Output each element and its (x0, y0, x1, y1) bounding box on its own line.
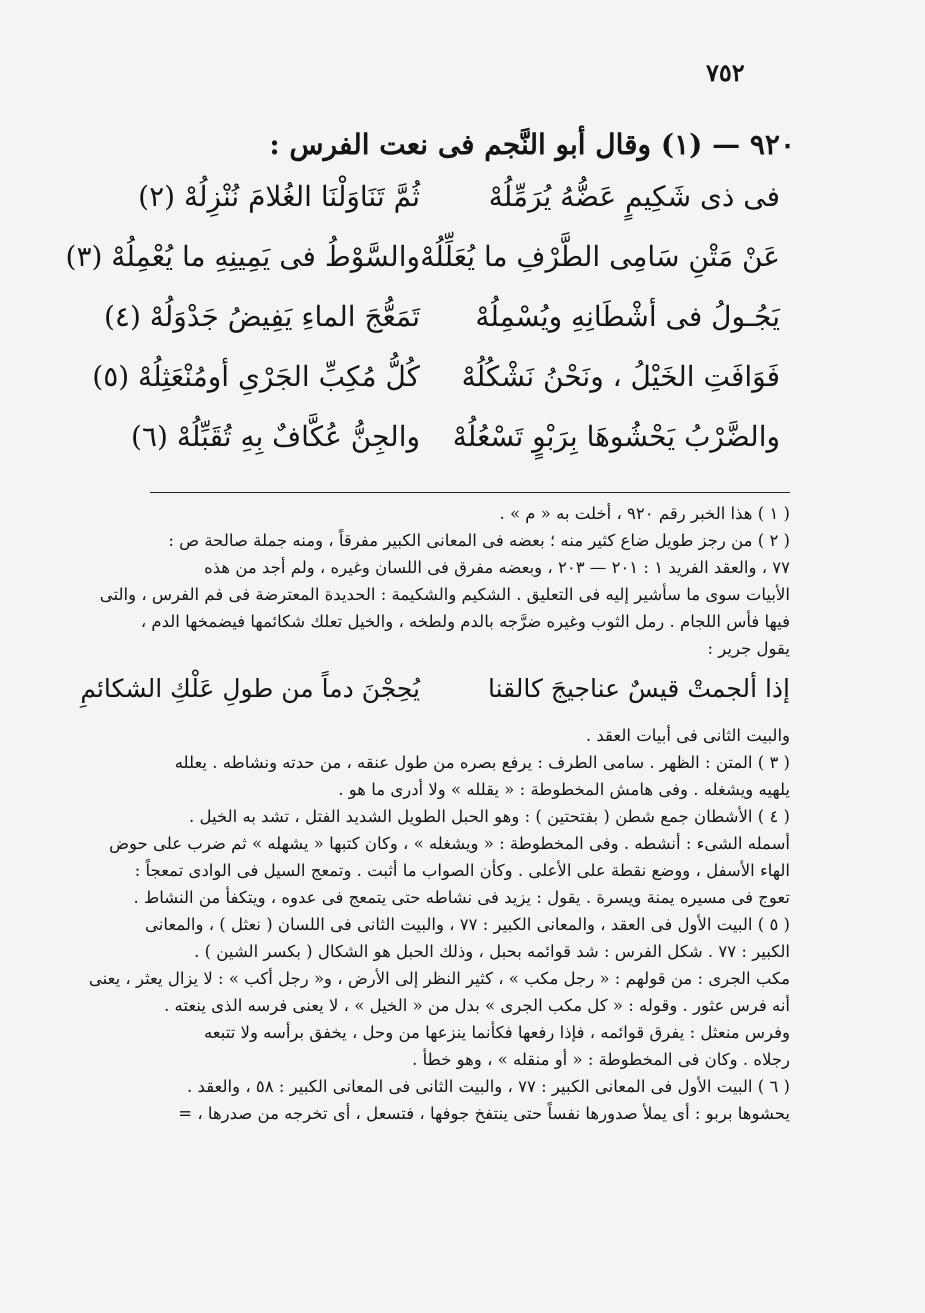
footnote-line: يحشوها بربو : أى يملأ صدورها نفساً حتى ينتفخ جوفها ، فتسعل ، أى تخرجه من صدرها ، = (178, 1104, 790, 1123)
verse-second-hemistich: تَمَعُّجَ الماءِ يَفِيضُ جَدْوَلُهْ (٤) (103, 300, 420, 333)
verse-second-hemistich: والسَّوْطُ فى يَمِينِهِ ما يُعْمِلُهْ (٣) (65, 240, 420, 273)
footnote-line: ( ٤ ) الأشطان جمع شطن ( بفتحتين ) : وهو الحبل الطويل الشديد الفتل ، تشد به الخيل . (189, 807, 790, 826)
footnote-line: رجلاه . وكان فى المخطوطة : « أو منقله » ، وهو خطأ . (412, 1050, 790, 1069)
footnote-line: تعوج فى مسيره يمنة ويسرة . يقول : يزيد فى نشاطه حتى يتمعج فى عدوه ، ويتكفأ من النشاط . (133, 888, 790, 907)
verse-line (65, 240, 780, 300)
footnote-line: ( ٥ ) البيت الأول فى العقد ، والمعانى الكبير : ٧٧ ، والبيت الثانى فى اللسان ( نعثل ) ، والمعانى (145, 915, 790, 934)
footnote-line: مكب الجرى : من قولهم : « رجل مكب » ، كثير النظر إلى الأرض ، و« رجل أكب » : لا يزال يعثر ، يعنى (88, 969, 790, 988)
footnote-line: فيها فأس اللجام . رمل الثوب وغيره ضرَّجه بالدم ولطخه ، والخيل تعلك شكائمها فيضمخها الدم ، (140, 612, 790, 631)
verse-line (90, 180, 780, 240)
verse-second-hemistich: ثُمَّ تَنَاوَلْنَا الغُلامَ نُنْزِلُهْ (٢) (138, 180, 420, 213)
verse-line (90, 420, 780, 480)
poem-verses (65, 180, 780, 480)
footnote-line: ( ١ ) هذا الخبر رقم ٩٢٠ ، أخلت به « م » . (499, 504, 790, 523)
footnote-line: ( ٦ ) البيت الأول فى المعانى الكبير : ٧٧ ، والبيت الثانى فى المعانى الكبير : ٥٨ ، والعقد . (187, 1077, 790, 1096)
quoted-verse (80, 664, 790, 722)
footnote-line: أسمله الشىء : أنشطه . وفى المخطوطة : « ويشغله » ، وكان كتبها « يشهله » ثم ضرب على حوض (109, 834, 790, 853)
verse-second-hemistich: والجِنُّ عُكَّافٌ بِهِ تُقَبِّلُهْ (٦) (131, 420, 420, 453)
footnote-line: والبيت الثانى فى أبيات العقد . (585, 726, 790, 745)
footnote-line: الأبيات سوى ما سأشير إليه فى التعليق . الشكيم والشكيمة : الحديدة المعترضة فى فم الفرس ، والتى (99, 585, 790, 604)
quoted-verse-first-hemistich: إذا ألجمتْ قيسٌ عناجيجَ كالقنا (487, 674, 790, 703)
footnote-line: أنه فرس عثور . وقوله : « كل مكب الجرى » بدل من « الخيل » ، لا يعنى فرسه الذى ينعته . (164, 996, 790, 1015)
verse-first-hemistich: فى ذى شَكِيمٍ عَضُّهُ يُرَمِّلُهْ (488, 180, 780, 213)
verse-first-hemistich: عَنْ مَتْنِ سَامِى الطَّرْفِ ما يُعَلِّلُهْ (420, 240, 780, 273)
footnotes (80, 500, 790, 1127)
footnote-line: وفرس منعثل : يفرق قوائمه ، فإذا رفعها فكأنما ينزعها من وحل ، يخفق برأسه ولا تتبعه (203, 1023, 790, 1042)
verse-second-hemistich: كُلُّ مُكِبِّ الجَرْىِ أومُنْعَثِلُهْ (٥) (92, 360, 420, 393)
verse-first-hemistich: فَوَافَتِ الخَيْلُ ، ونَحْنُ نَشْكُلُهْ (461, 360, 780, 393)
footnote-line: ( ٣ ) المتن : الظهر . سامى الطرف : يرفع بصره من طول عنقه ، من حدته ونشاطه . يعلله (174, 753, 790, 772)
verse-line (90, 300, 780, 360)
poem-heading: ٩٢٠ — (١) وقال أبو النَّجم فى نعت الفرس : (269, 128, 795, 161)
verse-first-hemistich: والضَّرْبُ يَحْشُوهَا بِرَبْوٍ تَسْعُلُهْ (452, 420, 780, 453)
footnote-line: ٧٧ ، والعقد الفريد ١ : ٢٠١ — ٢٠٣ ، وبعضه مفرق فى اللسان وغيره ، ولم أجد من هذه (204, 558, 790, 577)
footnote-divider (150, 492, 790, 493)
footnote-line: ( ٢ ) من رجز طويل ضاع كثير منه ؛ بعضه فى المعانى الكبير مفرقاً ، ومنه جملة صالحة ص : (168, 531, 790, 550)
quoted-verse-second-hemistich: يُحِجْنَ دماً من طولِ عَلْكِ الشكائمِ (80, 674, 420, 703)
verse-first-hemistich: يَجُـولُ فى أشْطَانِهِ ويُسْمِلُهْ (475, 300, 780, 333)
footnote-line: الكبير : ٧٧ . شكل الفرس : شد قوائمه بحبل ، وذلك الحبل هو الشكال ( بكسر الشين ) . (194, 942, 790, 961)
footnote-line: يلهيه ويشغله . وفى هامش المخطوطة : « يقلله » ولا أدرى ما هو . (338, 780, 790, 799)
footnote-line: يقول جرير : (707, 639, 790, 658)
verse-line (90, 360, 780, 420)
footnote-line: الهاء الأسفل ، ووضع نقطة على الأعلى . وكأن الصواب ما أثبت . وتمعج السيل فى الوادى تمعجاً : (134, 861, 790, 880)
page-number: ٧٥٢ (706, 58, 745, 87)
